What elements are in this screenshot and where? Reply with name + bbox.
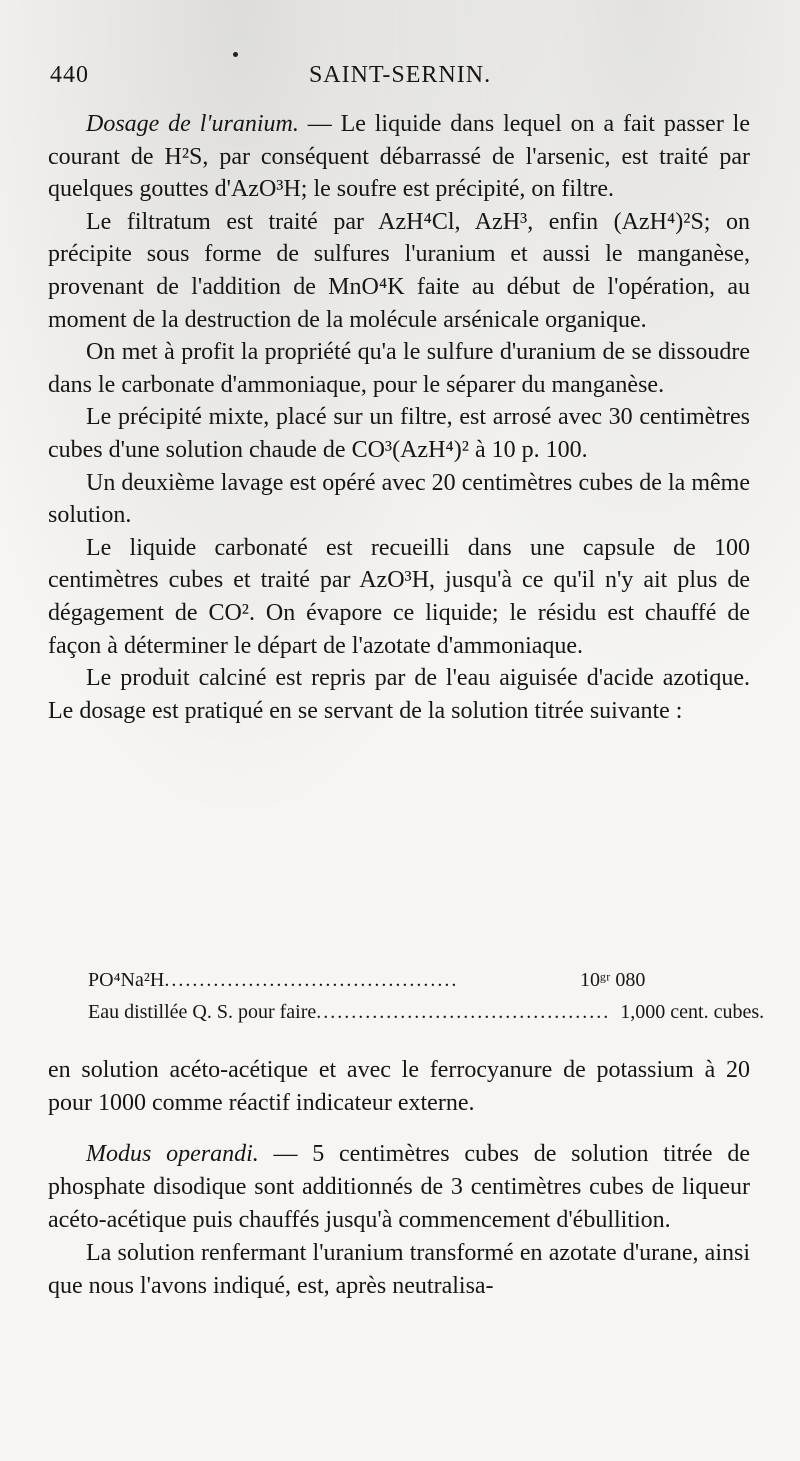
paragraph-text: — 5 centimètres cubes de solution titrée de phosphate disodique sont additionnés de 3 centimètres cubes de liqueur acéto-acétique puis chauffés jusqu'à commencement d'ébullition. — [48, 1141, 750, 1233]
body-text-continued — [48, 1054, 750, 1303]
section-heading: Dosage de l'uranium. — [86, 111, 299, 137]
body-text — [48, 108, 750, 727]
recipe-row — [88, 964, 750, 996]
paragraph-sulfure: On met à profit la propriété qu'a le sulfure d'uranium de se dissoudre dans le carbonate d'ammoniaque, pour le séparer du manganèse. — [48, 339, 750, 398]
running-title: SAINT-SERNIN. — [308, 62, 492, 88]
recipe-item: Eau distillée Q. S. pour faire — [88, 1001, 317, 1023]
paragraph-solution-uranium: La solution renfermant l'uranium transformé en azotate d'urane, ainsi que nous l'avons indiqué, est, après neutralisa- — [48, 1240, 750, 1299]
recipe-item: PO⁴Na²H — [88, 969, 165, 991]
paragraph-uranium-dosage — [48, 108, 750, 206]
paragraph-solution-aceto: en solution acéto-acétique et avec le ferrocyanure de potassium à 20 pour 1000 comme réactif indicateur externe. — [48, 1057, 750, 1116]
paragraph-filtratum: Le filtratum est traité par AzH⁴Cl, AzH³, enfin (AzH⁴)²S; on précipite sous forme de sulfures l'uranium et aussi le manganèse, provenant de l'addition de MnO⁴K faite au début de l'opération, au moment de la destruction de la molécule arsénicale organique. — [48, 208, 750, 333]
page-header — [50, 62, 750, 96]
recipe-quantity: 10ᵍʳ 080 — [580, 969, 646, 991]
recipe-row — [88, 996, 765, 1028]
paragraph-lavage: Un deuxième lavage est opéré avec 20 centimètres cubes de la même solution. — [48, 469, 750, 529]
paragraph-produit-calcine: Le produit calciné est repris par de l'eau aiguisée d'acide azotique. Le dosage est pratiqué en se servant de la solution titrée suivante : — [48, 665, 750, 724]
page-number: 440 — [50, 62, 89, 88]
leader-dots: .......................................... — [164, 969, 459, 991]
paragraph-liquide-carbonate: Le liquide carbonaté est recueilli dans une capsule de 100 centimètres cubes et traité par AzO³H, jusqu'à ce qu'il n'y ait plus de dégagement de CO². On évapore ce liquide; le résidu est chauffé de façon à déterminer le départ de l'azotate d'ammoniaque. — [48, 534, 750, 659]
paragraph-precipite: Le précipité mixte, placé sur un filtre, est arrosé avec 30 centimètres cubes d'une solution chaude de CO³(AzH⁴)² à 10 p. 100. — [48, 404, 750, 463]
solution-recipe — [88, 964, 765, 1028]
recipe-quantity: 1,000 cent. cubes. — [620, 1001, 765, 1023]
section-heading: Modus operandi. — [86, 1141, 259, 1167]
ink-speck — [233, 52, 238, 57]
paragraph-modus-operandi — [48, 1138, 750, 1237]
paragraph-text: — Le liquide dans lequel on a fait passer le courant de H²S, par conséquent débarrassé de l'arsenic, est traité par quelques gouttes d'AzO³H; le soufre est précipité, on filtre. — [48, 111, 750, 203]
leader-dots: .......................................... — [316, 1001, 611, 1023]
